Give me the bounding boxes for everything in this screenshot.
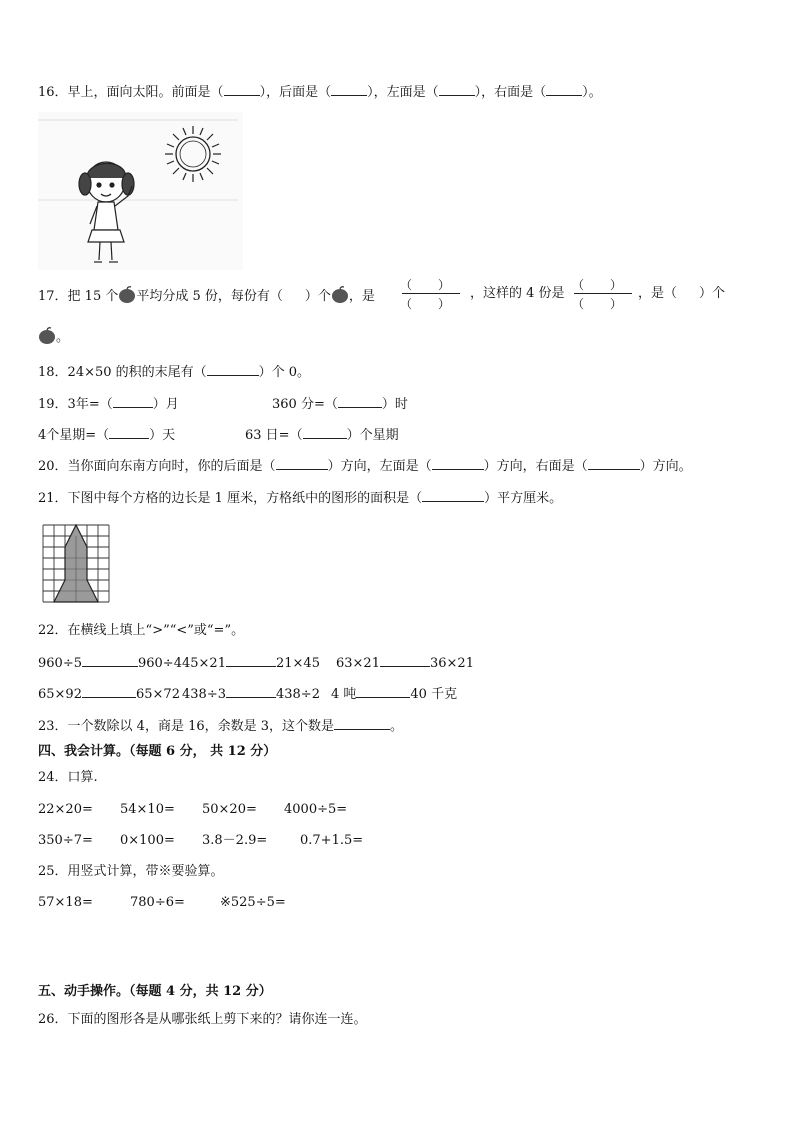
- compare-item: [336, 655, 474, 672]
- q19-text: ）时: [381, 397, 408, 412]
- expr-left: 63×21: [336, 656, 380, 671]
- apple-icon: [118, 286, 136, 303]
- q16-text: 早上，面向太阳。前面是（: [67, 85, 224, 100]
- paren: （: [400, 278, 413, 292]
- expr-left: 65×92: [38, 687, 82, 702]
- q24-title: 口算.: [67, 770, 98, 785]
- q18-text: ）个 0。: [258, 365, 311, 380]
- fraction-blank[interactable]: [400, 276, 462, 312]
- answer-blank[interactable]: [113, 396, 153, 408]
- calc-item: 0.7+1.5=: [300, 833, 364, 848]
- q20-number: 20．: [38, 459, 68, 474]
- q20-text: 当你面向东南方向时，你的后面是（: [67, 459, 276, 474]
- q19-item: [272, 396, 408, 413]
- apple-icon: [331, 286, 349, 303]
- answer-blank[interactable]: [432, 458, 484, 470]
- answer-blank[interactable]: [109, 427, 149, 439]
- q18-number: 18．: [38, 365, 68, 380]
- q26-number: 26．: [38, 1012, 68, 1027]
- q17-text: 。: [56, 330, 70, 345]
- q22-title: 在横线上填上“>”“<”或“=”。: [67, 623, 245, 638]
- compare-item: [38, 686, 180, 703]
- answer-blank[interactable]: [546, 84, 582, 96]
- q16-text: ）。: [582, 85, 602, 100]
- q17-number: 17．: [38, 289, 68, 304]
- q17-text: ，是: [348, 289, 375, 304]
- q23-line: [38, 718, 403, 735]
- q24-number: 24．: [38, 770, 68, 785]
- answer-blank[interactable]: [334, 718, 390, 730]
- q19-text: 63 日=（: [245, 428, 303, 443]
- paren: ）: [610, 278, 623, 292]
- q16-line: [38, 84, 602, 101]
- compare-blank[interactable]: [82, 655, 138, 667]
- q20-text: ）方向。: [639, 459, 692, 474]
- paren: ）: [438, 297, 451, 311]
- q20-text: ）方向，左面是（: [327, 459, 432, 474]
- q19-text: 4个星期=（: [38, 428, 110, 443]
- q25-title-line: [38, 864, 224, 880]
- q17-text: ）个: [304, 289, 331, 304]
- compare-blank[interactable]: [82, 686, 136, 698]
- fraction-bar: [402, 293, 460, 294]
- q17-text: 平均分成 5 份，每份有（: [136, 289, 283, 304]
- apple-icon: [38, 327, 56, 344]
- expr-right: 438÷2: [275, 687, 320, 702]
- calc-item: 3.8－2.9=: [202, 833, 268, 848]
- q19-text: ）月: [152, 397, 179, 412]
- q19-text: 360 分=（: [272, 397, 338, 412]
- expr-right: 21×45: [275, 656, 320, 671]
- calc-item: 4000÷5=: [284, 802, 348, 817]
- calc-item: 57×18=: [38, 895, 93, 910]
- answer-blank[interactable]: [303, 427, 347, 439]
- compare-item: [38, 655, 182, 672]
- compare-item: [331, 686, 457, 703]
- expr-left: 45×21: [182, 656, 226, 671]
- expr-left: 438÷3: [182, 687, 226, 702]
- q17-text: ，这样的 4 份是: [470, 286, 565, 301]
- compare-blank[interactable]: [356, 686, 410, 698]
- q16-text: ），左面是（: [367, 85, 439, 100]
- q19-text: ）个星期: [346, 428, 399, 443]
- grid-figure: [40, 522, 114, 604]
- paren: （: [400, 297, 413, 311]
- q25-title: 用竖式计算，带※要验算。: [67, 864, 224, 879]
- paren: ）: [610, 297, 623, 311]
- answer-blank[interactable]: [338, 396, 382, 408]
- paren: ）: [438, 278, 451, 292]
- section-heading: 四、我会计算。（每题 6 分， 共 12 分）: [38, 744, 277, 759]
- calc-item: ※525÷5=: [220, 895, 286, 910]
- q26-title: 下面的图形各是从哪张纸上剪下来的？请你连一连。: [67, 1012, 367, 1027]
- q19-text: ）天: [149, 428, 176, 443]
- answer-blank[interactable]: [439, 84, 475, 96]
- fraction-blank[interactable]: [572, 276, 634, 312]
- expr-right: 65×72: [135, 687, 180, 702]
- expr-right: 36×21: [429, 656, 474, 671]
- answer-blank[interactable]: [224, 84, 260, 96]
- q21-text: ）平方厘米。: [484, 491, 563, 506]
- expr-left: 4 吨: [331, 687, 357, 702]
- compare-blank[interactable]: [226, 686, 276, 698]
- expr-right: 960÷4: [137, 656, 182, 671]
- q17-text: ，是（: [638, 286, 678, 301]
- answer-blank[interactable]: [588, 458, 640, 470]
- q19-number: 19．: [38, 397, 68, 412]
- paren: （: [572, 297, 585, 311]
- expr-right: 40 千克: [410, 687, 458, 702]
- q21-line: [38, 490, 562, 507]
- q22-title-line: [38, 623, 244, 639]
- q23-number: 23．: [38, 719, 68, 734]
- answer-blank[interactable]: [422, 490, 484, 502]
- compare-item: [182, 655, 320, 672]
- fraction-bar: [574, 293, 632, 294]
- q21-number: 21．: [38, 491, 68, 506]
- q17-text: ）个: [699, 286, 726, 301]
- answer-blank[interactable]: [207, 364, 259, 376]
- section-heading: 五、动手操作。（每题 4 分，共 12 分）: [38, 984, 272, 999]
- q19-line-2: [38, 427, 175, 444]
- paren: （: [572, 278, 585, 292]
- answer-blank[interactable]: [276, 458, 328, 470]
- q24-title-line: [38, 770, 98, 786]
- q20-text: ）方向，右面是（: [483, 459, 588, 474]
- compare-blank[interactable]: [380, 655, 430, 667]
- q23-text: 。: [390, 719, 404, 734]
- q18-text: 24×50 的积的末尾有（: [67, 365, 207, 380]
- q19-line-1: [38, 396, 179, 413]
- expr-left: 960÷5: [38, 656, 82, 671]
- q18-line: [38, 364, 310, 381]
- q16-number: 16．: [38, 85, 68, 100]
- q21-text: 下图中每个方格的边长是 1 厘米，方格纸中的图形的面积是（: [67, 491, 423, 506]
- answer-blank[interactable]: [331, 84, 367, 96]
- q19-item: [245, 427, 399, 444]
- q16-text: ），右面是（: [474, 85, 547, 100]
- q23-text: 一个数除以 4，商是 16，余数是 3，这个数是: [67, 719, 335, 734]
- calc-item: 0×100=: [120, 833, 175, 848]
- q17-text: [638, 286, 725, 302]
- q22-number: 22．: [38, 623, 68, 638]
- q17-text: 把 15 个: [67, 289, 119, 304]
- compare-item: [182, 686, 320, 703]
- q17-line-2: [38, 327, 69, 346]
- compare-blank[interactable]: [226, 655, 276, 667]
- q16-text: ），后面是（: [259, 85, 332, 100]
- calc-item: 780÷6=: [130, 895, 185, 910]
- calc-item: 350÷7=: [38, 833, 93, 848]
- q20-line: [38, 458, 692, 475]
- calc-item: 50×20=: [202, 802, 257, 817]
- q26-line: [38, 1012, 367, 1028]
- calc-item: 22×20=: [38, 802, 93, 817]
- q17-line: [38, 286, 375, 305]
- girl-sun-illustration: [38, 112, 243, 270]
- q19-text: 3年=（: [67, 397, 113, 412]
- q25-number: 25．: [38, 864, 68, 879]
- calc-item: 54×10=: [120, 802, 175, 817]
